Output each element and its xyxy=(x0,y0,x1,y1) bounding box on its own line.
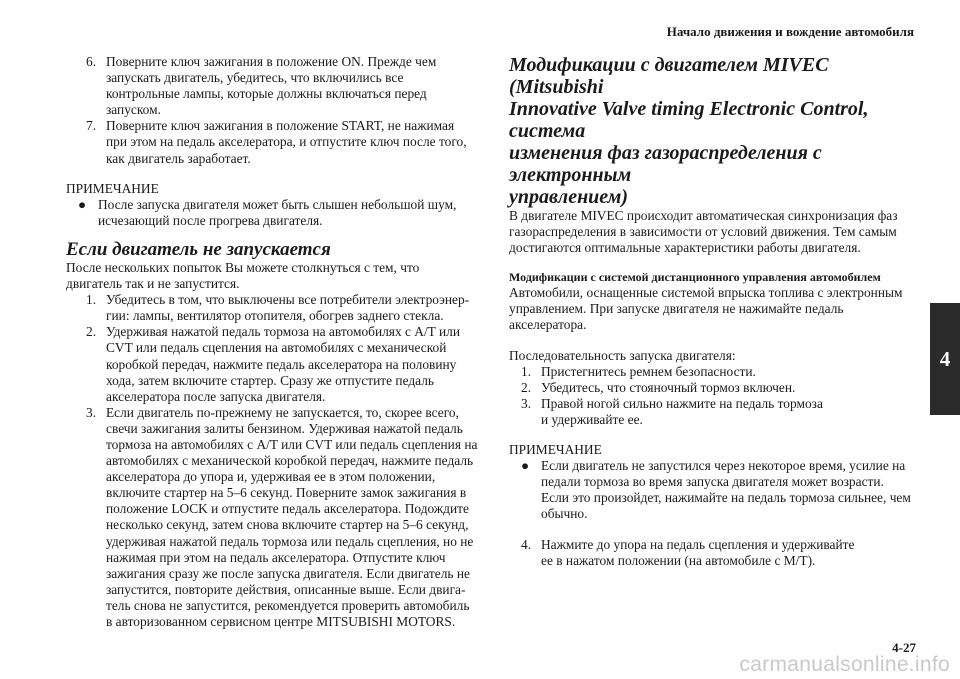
step-line: положение LOCK и отпустите педаль акселератора. Подождите xyxy=(106,501,469,517)
note-bullet xyxy=(66,197,478,229)
left-column xyxy=(66,54,478,630)
step-number: 3. xyxy=(86,404,97,420)
step-7 xyxy=(66,118,478,166)
step-number: 4. xyxy=(521,536,532,552)
step-line: акселератора до упора и, удерживая ее в этом положении, xyxy=(106,469,436,485)
step-line: запуском. xyxy=(106,102,161,118)
step-line: ее в нажатом положении (на автомобиле с M/T). xyxy=(541,552,816,568)
step-number: 6. xyxy=(86,54,97,69)
step-line: Нажмите до упора на педаль сцепления и удерживайте xyxy=(541,536,855,552)
note-line: Если это произойдет, нажимайте на педаль тормоза сильнее, чем xyxy=(541,490,911,506)
watermark: carmanualsonline.info xyxy=(739,653,950,676)
sub-text-line: управлением. При запуске двигателя не нажимайте педаль xyxy=(509,301,844,317)
heading-line: Innovative Valve timing Electronic Control, система xyxy=(509,98,869,142)
note-label: ПРИМЕЧАНИЕ xyxy=(66,180,159,196)
seq-step-1 xyxy=(509,364,917,380)
step-number: 7. xyxy=(86,118,97,134)
step-line: CVT или педаль сцепления на автомобилях с механической xyxy=(106,340,447,356)
step-line: Поверните ключ зажигания в положение ON. Прежде чем xyxy=(106,54,437,69)
intro-line: газораспределения в зависимости от условий движения. Тем самым xyxy=(509,224,897,240)
step-number: 1. xyxy=(521,363,532,379)
heading-line: изменения фаз газораспределения с электронным xyxy=(509,142,822,186)
note-line: обычно. xyxy=(541,506,588,522)
sequence-label: Последовательность запуска двигателя: xyxy=(509,347,736,363)
step-6 xyxy=(66,54,478,118)
right-column xyxy=(509,54,917,569)
step-number: 2. xyxy=(521,379,532,395)
subheading: Модификации с системой дистанционного управления автомобилем xyxy=(509,270,881,285)
step-line: как двигатель заработает. xyxy=(106,150,251,166)
note-label: ПРИМЕЧАНИЕ xyxy=(509,442,602,458)
step-line: нажимая при этом на педаль акселератора. Отпустите ключ xyxy=(106,549,446,565)
step-number: 2. xyxy=(86,324,97,340)
step-line: гии: лампы, вентилятор отопителя, обогрев заднего стекла. xyxy=(106,308,444,324)
step-3 xyxy=(66,405,478,630)
step-number: 1. xyxy=(86,292,97,308)
intro-line: достигаются оптимальные характеристики работы двигателя. xyxy=(509,240,861,256)
step-line: автомобилях с механической коробкой передач, нажмите педаль xyxy=(106,453,474,469)
heading-line: Модификации с двигателем MIVEC (Mitsubishi xyxy=(509,54,829,98)
seq-step-4 xyxy=(509,537,917,569)
section-heading: Если двигатель не запускается xyxy=(66,238,331,260)
step-line: контрольные лампы, которые должны включаться перед xyxy=(106,86,427,102)
step-line: Поверните ключ зажигания в положение START, не нажимая xyxy=(106,118,455,134)
heading-line: управлением) xyxy=(509,186,629,208)
note-bullet xyxy=(509,458,917,522)
sub-text-line: акселератора. xyxy=(509,317,587,333)
page-number: 4-27 xyxy=(892,640,916,655)
note-line: педали тормоза во время запуска двигателя может возрасти. xyxy=(541,474,884,490)
step-line: запускать двигатель, убедитесь, что включились все xyxy=(106,70,404,86)
note-line: После запуска двигателя может быть слышен небольшой шум, xyxy=(98,196,457,212)
note-line: Если двигатель не запустился через некоторое время, усилие на xyxy=(541,458,906,474)
bullet-icon: ● xyxy=(78,196,87,212)
step-line: Убедитесь в том, что выключены все потребители электроэнер- xyxy=(106,292,470,308)
step-line: тормоза на автомобилях с A/T или CVT или педаль сцепления на xyxy=(106,436,478,452)
page-header: Начало движения и вождение автомобиля xyxy=(666,24,914,39)
section-tab: 4 xyxy=(930,303,960,415)
step-line: Убедитесь, что стояночный тормоз включен. xyxy=(541,379,796,395)
step-line: включите стартер на 5–6 секунд. Поверните замок зажигания в xyxy=(106,485,467,501)
step-line: свечи зажигания залиты бензином. Удерживая нажатой педаль xyxy=(106,420,463,436)
mivec-heading xyxy=(509,54,917,208)
step-line: удерживая нажатой педаль тормоза или педаль сцепления, но не xyxy=(106,533,474,549)
step-line: при этом на педаль акселератора, и отпустите ключ после того, xyxy=(106,134,467,150)
step-line: и удерживайте ее. xyxy=(541,411,643,427)
seq-step-3 xyxy=(509,396,917,428)
step-line: Правой ногой сильно нажмите на педаль тормоза xyxy=(541,395,823,411)
step-line: тель снова не запустится, рекомендуется проверить автомобиль xyxy=(106,597,470,613)
step-number: 3. xyxy=(521,395,532,411)
note-line: исчезающий после прогрева двигателя. xyxy=(98,212,323,228)
step-line: акселератора после запуска двигателя. xyxy=(106,388,326,404)
step-2 xyxy=(66,324,478,404)
intro-line: двигатель так и не запустится. xyxy=(66,276,240,292)
step-1 xyxy=(66,292,478,324)
intro-line: После нескольких попыток Вы можете столкнуться с тем, что xyxy=(66,259,420,275)
step-line: Пристегнитесь ремнем безопасности. xyxy=(541,363,756,379)
bullet-icon: ● xyxy=(521,458,530,474)
step-line: запустится, повторите действия, описанные выше. Если двига- xyxy=(106,581,466,597)
step-line: несколько секунд, затем снова включите стартер на 5–6 секунд, xyxy=(106,517,469,533)
step-line: Удерживая нажатой педаль тормоза на автомобилях с A/T или xyxy=(106,324,460,340)
step-line: зажигания сразу же после запуска двигателя. Если двигатель не xyxy=(106,565,470,581)
step-line: в авторизованном сервисном центре MITSUBISHI MOTORS. xyxy=(106,614,456,629)
sub-text-line: Автомобили, оснащенные системой впрыска топлива с электронным xyxy=(509,285,903,301)
step-line: Если двигатель по-прежнему не запускается, то, скорее всего, xyxy=(106,404,459,420)
intro-line: В двигателе MIVEC происходит автоматическая синхронизация фаз xyxy=(509,208,898,223)
step-line: хода, затем включите стартер. Сразу же отпустите педаль xyxy=(106,372,435,388)
step-line: коробкой передач, нажмите педаль акселератора на половину xyxy=(106,356,457,372)
seq-step-2 xyxy=(509,380,917,396)
